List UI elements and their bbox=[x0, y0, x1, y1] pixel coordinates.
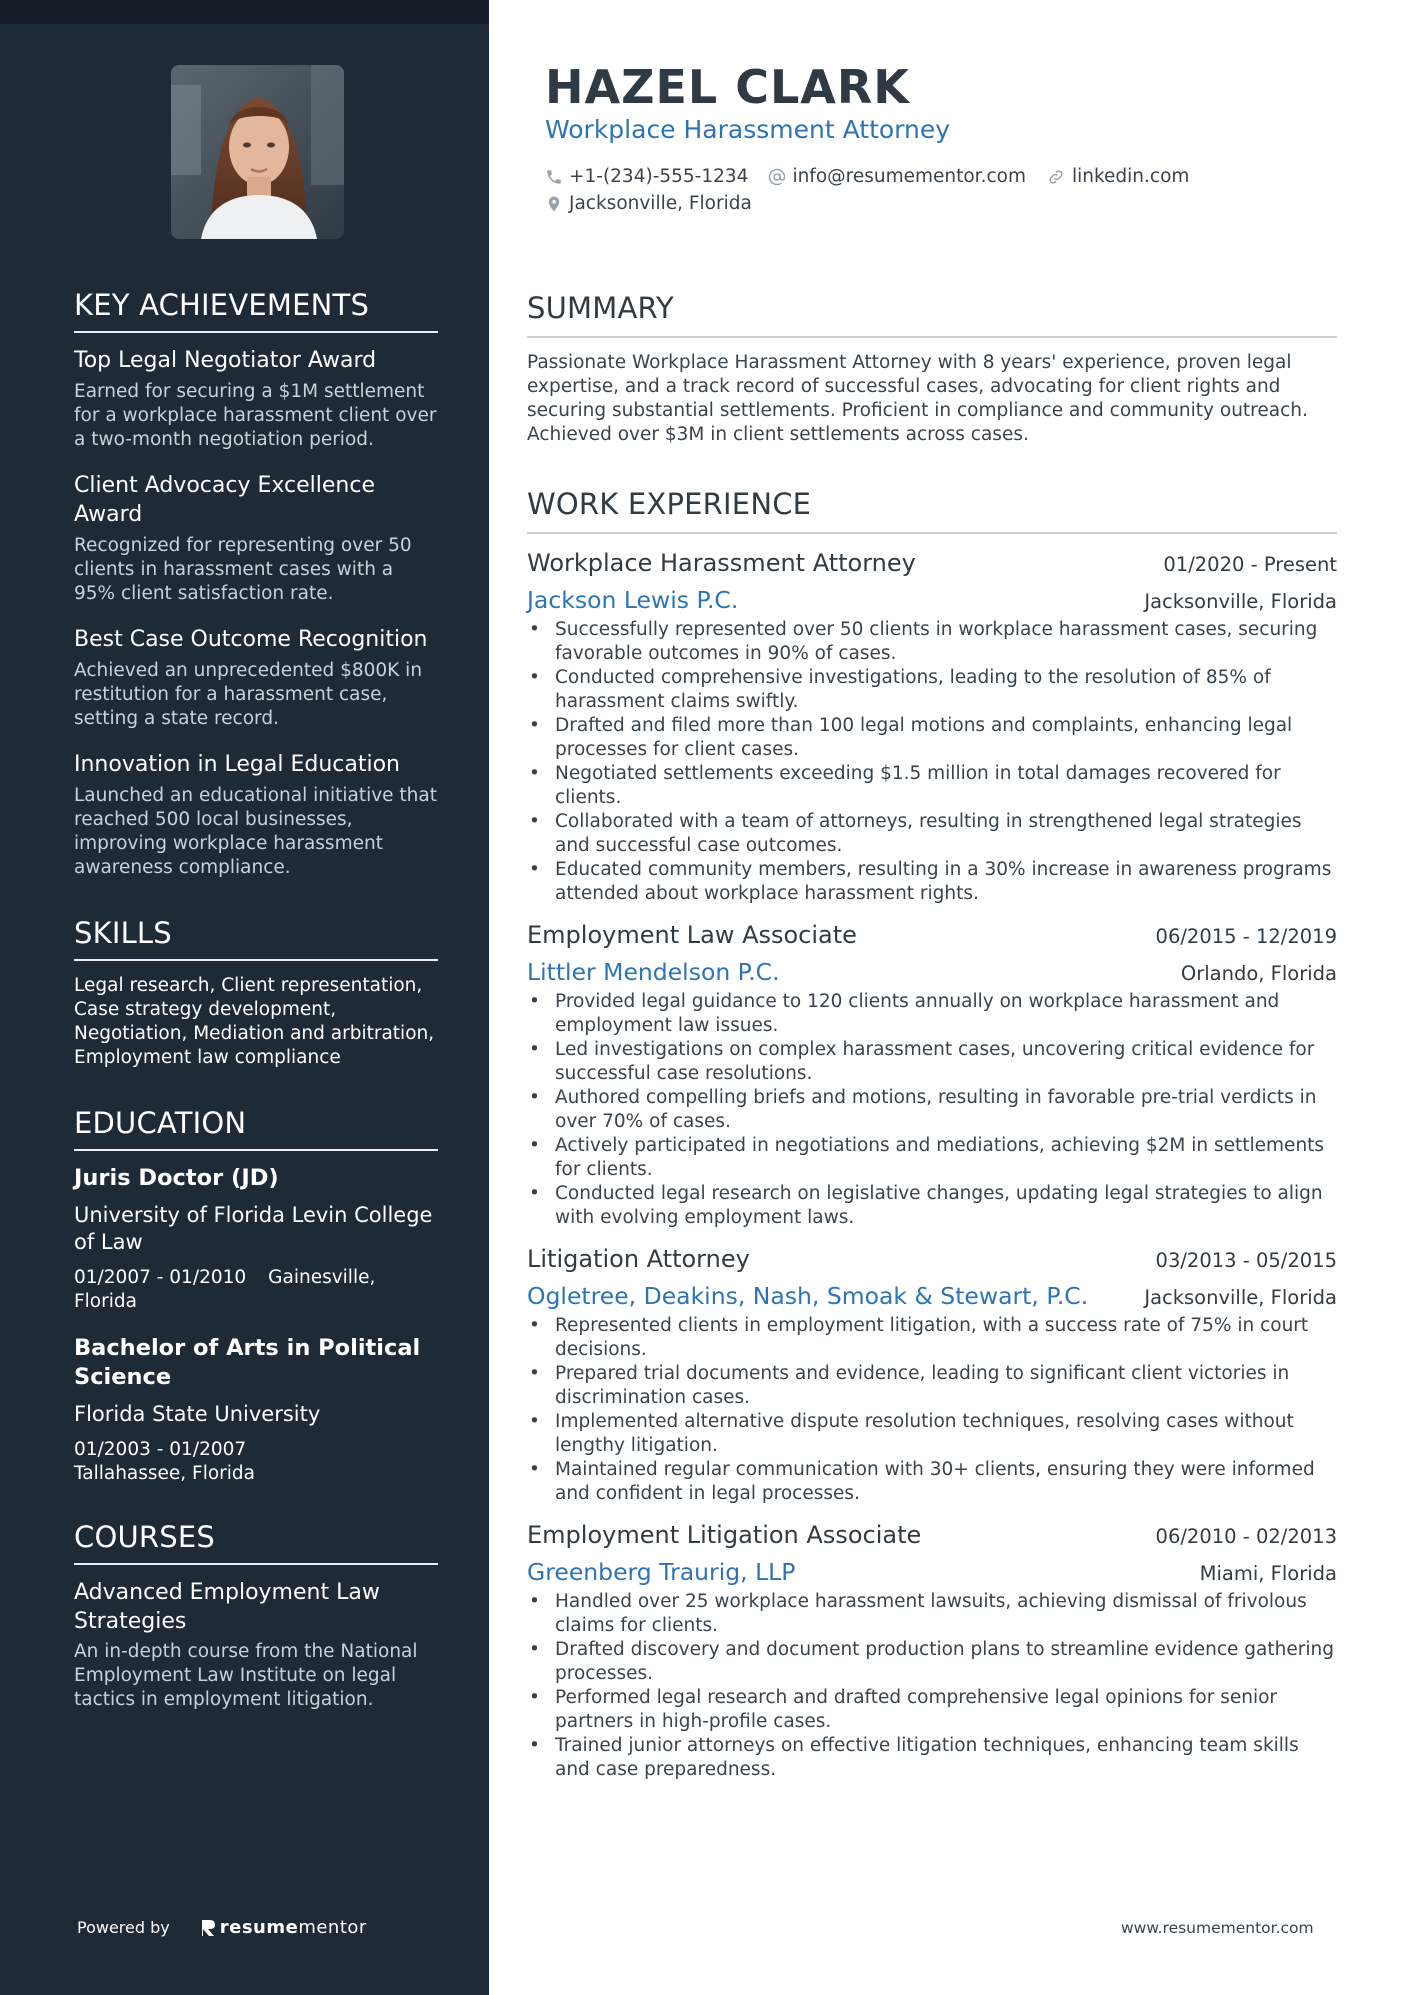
summary-heading: SUMMARY bbox=[527, 291, 1337, 338]
courses-heading: COURSES bbox=[74, 1520, 438, 1565]
achievement-item bbox=[74, 750, 438, 880]
education-school: Florida State University bbox=[74, 1402, 321, 1426]
achievement-desc: Achieved an unprecedented $800K in restitution for a harassment case, setting a state record. bbox=[74, 660, 423, 729]
job-bullet: • Drafted discovery and document production plans to streamline evidence gathering processes. bbox=[527, 1638, 1337, 1686]
brand-logo[interactable] bbox=[200, 1917, 367, 1938]
job-bullets bbox=[527, 1590, 1337, 1782]
achievement-item bbox=[74, 625, 438, 731]
job-bullet: • Represented clients in employment litigation, with a success rate of 75% in court decisions. bbox=[527, 1314, 1337, 1362]
job-entry bbox=[527, 1519, 1337, 1782]
education-meta bbox=[74, 1438, 438, 1486]
education-item bbox=[74, 1164, 438, 1314]
job-bullet: • Successfully represented over 50 clients in workplace harassment cases, securing favorable outcomes in 90% of cases. bbox=[527, 618, 1337, 666]
job-bullet: • Drafted and filed more than 100 legal motions and complaints, enhancing legal processes for client cases. bbox=[527, 714, 1337, 762]
education-location: Tallahassee, Florida bbox=[74, 1463, 255, 1484]
job-title: Employment Litigation Associate bbox=[527, 1521, 922, 1549]
course-desc: An in-depth course from the National Employment Law Institute on legal tactics in employment litigation. bbox=[74, 1641, 418, 1710]
job-title: Employment Law Associate bbox=[527, 921, 857, 949]
education-heading: EDUCATION bbox=[74, 1106, 438, 1151]
education-degree: Juris Doctor (JD) bbox=[74, 1165, 279, 1191]
job-bullets bbox=[527, 1314, 1337, 1506]
achievements-heading: KEY ACHIEVEMENTS bbox=[74, 288, 438, 333]
achievement-desc: Earned for securing a $1M settlement for a workplace harassment client over a two-month negotiation period. bbox=[74, 381, 437, 450]
summary-section bbox=[527, 291, 1337, 447]
achievement-item bbox=[74, 346, 438, 452]
location-pin-icon bbox=[545, 194, 563, 214]
powered-by bbox=[77, 1917, 367, 1938]
achievement-desc: Recognized for representing over 50 clients in harassment cases with a 95% client satisfaction rate. bbox=[74, 535, 412, 604]
job-bullet: • Authored compelling briefs and motions, resulting in favorable pre-trial verdicts in over 70% of cases. bbox=[527, 1086, 1337, 1134]
brand-rest: mentor bbox=[298, 1917, 367, 1938]
contact-row bbox=[545, 190, 1305, 217]
job-bullet: • Negotiated settlements exceeding $1.5 million in total damages recovered for clients. bbox=[527, 762, 1337, 810]
job-bullet: • Handled over 25 workplace harassment lawsuits, achieving dismissal of frivolous claims for clients. bbox=[527, 1590, 1337, 1638]
summary-text: Passionate Workplace Harassment Attorney with 8 years' experience, proven legal expertise, and a track record of successful cases, advocating for client rights and securing substantial settlements. Proficient in compliance and community outreach. Achieved over $3M in client settlements across cases. bbox=[527, 352, 1308, 445]
job-bullet: • Led investigations on complex harassment cases, uncovering critical evidence for successful case resolutions. bbox=[527, 1038, 1337, 1086]
achievement-title: Client Advocacy Excellence Award bbox=[74, 473, 375, 527]
location-text: Jacksonville, Florida bbox=[569, 193, 752, 214]
education-dates: 01/2003 - 01/2007 bbox=[74, 1439, 247, 1460]
course-item bbox=[74, 1578, 438, 1712]
job-bullet: • Actively participated in negotiations and mediations, achieving $2M in settlements for clients. bbox=[527, 1134, 1337, 1182]
phone-text: +1-(234)-555-1234 bbox=[569, 166, 749, 187]
job-dates: 03/2013 - 05/2015 bbox=[1155, 1249, 1337, 1272]
contact-linkedin[interactable] bbox=[1046, 163, 1189, 190]
job-dates: 01/2020 - Present bbox=[1163, 553, 1337, 576]
resumementor-logo-icon bbox=[200, 1918, 216, 1938]
job-location: Jacksonville, Florida bbox=[1144, 590, 1337, 613]
education-location: Gainesville, Florida bbox=[74, 1267, 376, 1312]
contact-row bbox=[545, 163, 1305, 190]
job-bullet: • Conducted comprehensive investigations, leading to the resolution of 85% of harassment claims swiftly. bbox=[527, 666, 1337, 714]
job-location: Miami, Florida bbox=[1199, 1562, 1337, 1585]
sidebar bbox=[0, 0, 489, 1995]
job-bullet: • Maintained regular communication with 30+ clients, ensuring they were informed and confident in legal processes. bbox=[527, 1458, 1337, 1506]
job-bullet: • Prepared trial documents and evidence, leading to significant client victories in discrimination cases. bbox=[527, 1362, 1337, 1410]
achievements-section bbox=[74, 288, 438, 880]
achievement-title: Innovation in Legal Education bbox=[74, 752, 401, 777]
education-school: University of Florida Levin College of Law bbox=[74, 1203, 433, 1254]
sidebar-top-strip bbox=[0, 0, 489, 24]
job-bullet: • Provided legal guidance to 120 clients annually on workplace harassment and employment law issues. bbox=[527, 990, 1337, 1038]
contact-email[interactable] bbox=[768, 163, 1026, 190]
job-bullets bbox=[527, 990, 1337, 1230]
candidate-title: Workplace Harassment Attorney bbox=[545, 115, 951, 144]
skills-section bbox=[74, 916, 438, 1070]
job-bullet: • Collaborated with a team of attorneys, resulting in strengthened legal strategies and successful case outcomes. bbox=[527, 810, 1337, 858]
achievement-title: Top Legal Negotiator Award bbox=[74, 348, 377, 373]
skills-list: Legal research, Client representation, Case strategy development, Negotiation, Mediation and arbitration, Employment law compliance bbox=[74, 975, 435, 1068]
phone-icon bbox=[545, 168, 563, 186]
job-company: Littler Mendelson P.C. bbox=[527, 958, 780, 986]
job-dates: 06/2010 - 02/2013 bbox=[1155, 1525, 1337, 1548]
candidate-name: HAZEL CLARK bbox=[545, 60, 910, 114]
job-title: Workplace Harassment Attorney bbox=[527, 549, 916, 577]
job-title: Litigation Attorney bbox=[527, 1245, 750, 1273]
achievement-desc: Launched an educational initiative that reached 500 local businesses, improving workplace harassment awareness compliance. bbox=[74, 785, 437, 878]
achievement-item bbox=[74, 471, 438, 606]
footer-url[interactable]: www.resumementor.com bbox=[1121, 1919, 1314, 1937]
job-entry bbox=[527, 1243, 1337, 1506]
education-meta bbox=[74, 1266, 438, 1314]
skills-heading: SKILLS bbox=[74, 916, 438, 961]
powered-by-label: Powered by bbox=[77, 1918, 170, 1937]
job-bullet: • Educated community members, resulting in a 30% increase in awareness programs attended about workplace harassment rights. bbox=[527, 858, 1337, 906]
job-company: Greenberg Traurig, LLP bbox=[527, 1558, 796, 1586]
education-section bbox=[74, 1106, 438, 1486]
email-text: info@resumementor.com bbox=[792, 166, 1026, 187]
job-location: Jacksonville, Florida bbox=[1144, 1286, 1337, 1309]
course-title: Advanced Employment Law Strategies bbox=[74, 1580, 380, 1634]
at-sign-icon bbox=[768, 168, 786, 186]
job-dates: 06/2015 - 12/2019 bbox=[1155, 925, 1337, 948]
job-bullets bbox=[527, 618, 1337, 906]
job-entry bbox=[527, 547, 1337, 906]
job-entry bbox=[527, 919, 1337, 1230]
job-company: Jackson Lewis P.C. bbox=[527, 586, 739, 614]
job-location: Orlando, Florida bbox=[1180, 962, 1337, 985]
job-bullet: • Trained junior attorneys on effective litigation techniques, enhancing team skills and case preparedness. bbox=[527, 1734, 1337, 1782]
profile-photo bbox=[171, 65, 344, 239]
job-company: Ogletree, Deakins, Nash, Smoak & Stewart, P.C. bbox=[527, 1282, 1089, 1310]
contact-info bbox=[545, 163, 1305, 217]
experience-heading: WORK EXPERIENCE bbox=[527, 487, 1337, 534]
sidebar-content bbox=[74, 288, 438, 1748]
contact-location bbox=[545, 190, 752, 217]
job-bullet: • Implemented alternative dispute resolution techniques, resolving cases without lengthy litigation. bbox=[527, 1410, 1337, 1458]
education-degree: Bachelor of Arts in Political Science bbox=[74, 1335, 421, 1390]
job-bullet: • Conducted legal research on legislative changes, updating legal strategies to align with evolving employment laws. bbox=[527, 1182, 1337, 1230]
link-icon bbox=[1046, 168, 1066, 186]
courses-section bbox=[74, 1520, 438, 1712]
education-item bbox=[74, 1334, 438, 1486]
achievement-title: Best Case Outcome Recognition bbox=[74, 627, 428, 652]
brand-bold: resume bbox=[219, 1917, 299, 1938]
job-bullet: • Performed legal research and drafted comprehensive legal opinions for senior partners in high-profile cases. bbox=[527, 1686, 1337, 1734]
linkedin-text: linkedin.com bbox=[1071, 166, 1190, 187]
education-dates: 01/2007 - 01/2010 bbox=[74, 1267, 247, 1288]
experience-section bbox=[527, 487, 1337, 1795]
contact-phone[interactable] bbox=[545, 163, 748, 190]
